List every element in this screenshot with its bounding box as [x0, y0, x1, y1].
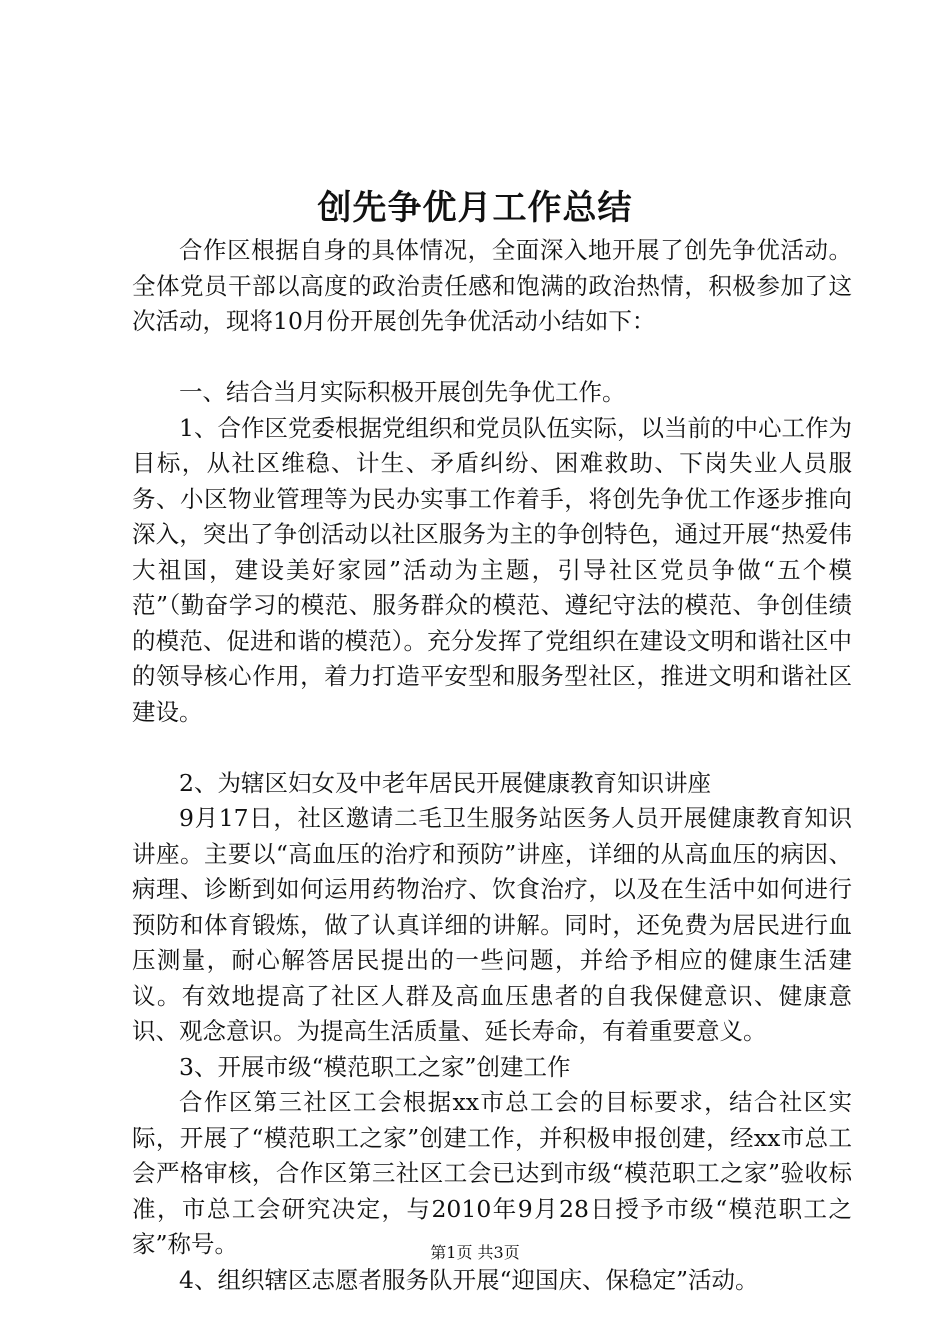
document-body — [132, 233, 852, 1298]
paragraph-item-3-heading: 3、开展市级“模范职工之家”创建工作 — [179, 1052, 571, 1081]
document-title: 创先争优月工作总结 — [317, 188, 633, 228]
intro-paragraph: 合作区根据自身的具体情况，全面深入地开展了创先争优活动。全体党员干部以高度的政治责任感和饱满的政治热情，积极参加了这次活动，现将10月份开展创先争优活动小结如下： — [132, 236, 852, 335]
paragraph-item-4-heading: 4、组织辖区志愿者服务队开展“迎国庆、保稳定”活动。 — [179, 1265, 759, 1294]
paragraph-item-2-body: 9月17日，社区邀请二毛卫生服务站医务人员开展健康教育知识讲座。主要以“高血压的治疗和预防”讲座，详细的从高血压的病因、病理、诊断到如何运用药物治疗、饮食治疗，以及在生活中如何进行预防和体育锻炼，做了认真详细的讲解。同时，还免费为居民进行血压测量，耐心解答居民提出的一些问题，并给予相应的健康生活建议。有效地提高了社区人群及高血压患者的自我保健意识、健康意识、观念意识。为提高生活质量、延长寿命，有着重要意义。 — [132, 804, 852, 1045]
paragraph-item-3-body: 合作区第三社区工会根据xx市总工会的目标要求，结合社区实际，开展了“模范职工之家”创建工作，并积极申报创建，经xx市总工会严格审核，合作区第三社区工会已达到市级“模范职工之家”验收标准，市总工会研究决定，与2010年9月28日授予市级“模范职工之家”称号。 — [132, 1088, 852, 1258]
paragraph-item-2-heading: 2、为辖区妇女及中老年居民开展健康教育知识讲座 — [179, 768, 711, 797]
paragraph-item-1: 1、合作区党委根据党组织和党员队伍实际，以当前的中心工作为目标，从社区维稳、计生、矛盾纠纷、困难救助、下岗失业人员服务、小区物业管理等为民办实事工作着手，将创先争优工作逐步推向深入，突出了争创活动以社区服务为主的争创特色，通过开展“热爱伟大祖国，建设美好家园”活动为主题，引导社区党员争做“五个模范”（勤奋学习的模范、服务群众的模范、遵纪守法的模范、争创佳绩的模范、促进和谐的模范）。充分发挥了党组织在建设文明和谐社区中的领导核心作用，着力打造平安型和服务型社区，推进文明和谐社区建设。 — [132, 413, 852, 726]
page-footer: 第1页 共3页 — [430, 1243, 520, 1262]
section-heading-1: 一、结合当月实际积极开展创先争优工作。 — [179, 378, 626, 406]
